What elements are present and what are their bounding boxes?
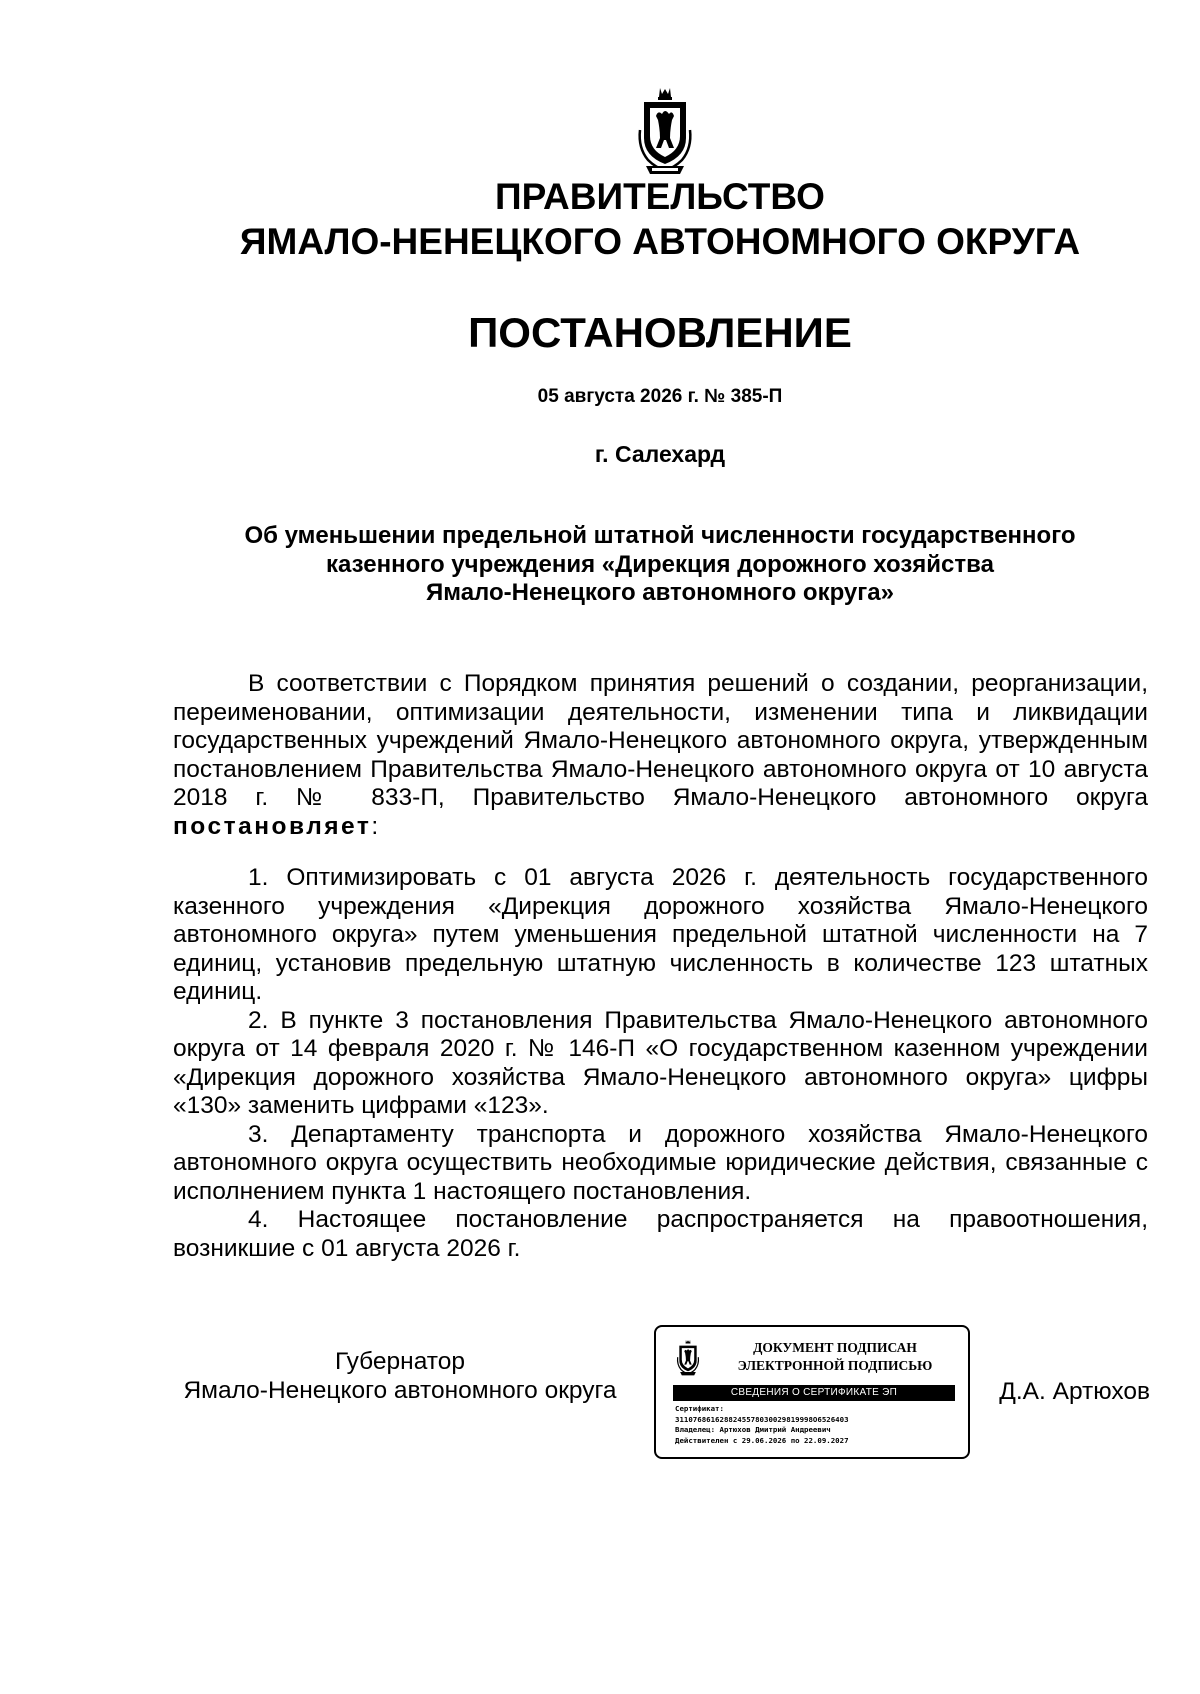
preamble xyxy=(173,670,1148,841)
item-text: Настоящее постановление распространяется на правоотношения, возникшие с 01 августа 2026 г. xyxy=(173,1206,1149,1262)
stamp-cert-label: Сертификат: xyxy=(675,1404,724,1413)
stamp-title-line2: ЭЛЕКТРОННОЙ ПОДПИСЬЮ xyxy=(737,1358,933,1373)
stamp-valid: Действителен с 29.06.2026 по 22.09.2027 xyxy=(675,1435,849,1445)
resolution-item xyxy=(173,1206,1148,1263)
signatory-title-line1: Губернатор xyxy=(335,1348,465,1375)
stamp-certificate-header: СВЕДЕНИЯ О СЕРТИФИКАТЕ ЭП xyxy=(673,1385,955,1401)
electronic-signature-stamp xyxy=(654,1325,970,1459)
signatory-name: Д.А. Артюхов xyxy=(999,1378,1150,1405)
subject-line: Об уменьшении предельной штатной численности государственного xyxy=(244,522,1076,549)
preamble-end: : xyxy=(371,812,379,840)
stamp-certificate-info xyxy=(675,1404,959,1446)
coat-of-arms-icon xyxy=(676,1339,700,1377)
item-text: Оптимизировать с 01 августа 2026 г. деятельность государственного казенного учреждения «Дирекция дорожного хозяйства Ямало-Ненецкого автономного округа» путем уменьшения предельной штатной численности на 7 единиц, установив предельную штатную численность в количестве 123 штатных единиц. xyxy=(173,864,1148,1005)
document-date-number: 05 августа 2026 г. № 385-П xyxy=(537,386,783,407)
resolution-item xyxy=(173,1121,1148,1207)
resolution-item xyxy=(173,864,1148,1007)
item-text: В пункте 3 постановления Правительства Ямало-Ненецкого автономного округа от 14 февраля 2020 г. № 146-П «О государственном казенном учреждении «Дирекция дорожного хозяйства Ямало-Ненецкого автономного округа» цифры «130» заменить цифрами «123». xyxy=(173,1006,1148,1119)
item-number: 1. xyxy=(248,864,269,891)
resolution-item xyxy=(173,1007,1148,1121)
stamp-title xyxy=(712,1339,958,1375)
signatory-title-line2: Ямало-Ненецкого автономного округа xyxy=(183,1377,617,1404)
resolution-items xyxy=(173,864,1148,1263)
preamble-keyword: постановляет xyxy=(173,812,372,840)
preamble-text: В соответствии с Порядком принятия решений о создании, реорганизации, переименовании, оптимизации деятельности, изменении типа и ликвидации государственных учреждений Ямало-Ненецкого автономного округа, утвержденным постановлением Правительства Ямало-Ненецкого автономного округа от 10 августа 2018 г. № 833-П, Правительство Ямало-Ненецкого автономного округа xyxy=(173,670,1148,811)
stamp-title-line1: ДОКУМЕНТ ПОДПИСАН xyxy=(753,1340,917,1355)
coat-of-arms-icon xyxy=(636,86,694,178)
government-title-line1: ПРАВИТЕЛЬСТВО xyxy=(495,176,825,217)
item-number: 4. xyxy=(248,1206,269,1233)
document-subject xyxy=(170,522,1150,608)
subject-line: казенного учреждения «Дирекция дорожного хозяйства xyxy=(326,550,994,578)
item-text: Департаменту транспорта и дорожного хозяйства Ямало-Ненецкого автономного округа осуществить необходимые юридические действия, связанные с исполнением пункта 1 настоящего постановления. xyxy=(173,1120,1148,1205)
signatory-title xyxy=(170,1347,630,1405)
preamble-paragraph xyxy=(173,670,1148,841)
subject-line: Ямало-Ненецкого автономного округа» xyxy=(426,579,894,606)
document-city: г. Салехард xyxy=(594,441,726,467)
item-number: 2. xyxy=(248,1006,269,1034)
document-type: ПОСТАНОВЛЕНИЕ xyxy=(468,309,852,356)
item-number: 3. xyxy=(248,1120,269,1148)
government-title-line2: ЯМАЛО-НЕНЕЦКОГО АВТОНОМНОГО ОКРУГА xyxy=(239,221,1081,262)
stamp-cert-number: 3110768616288245578030029819998O6526403 xyxy=(675,1414,849,1424)
stamp-owner: Владелец: Артюхов Дмитрий Андреевич xyxy=(675,1425,831,1434)
